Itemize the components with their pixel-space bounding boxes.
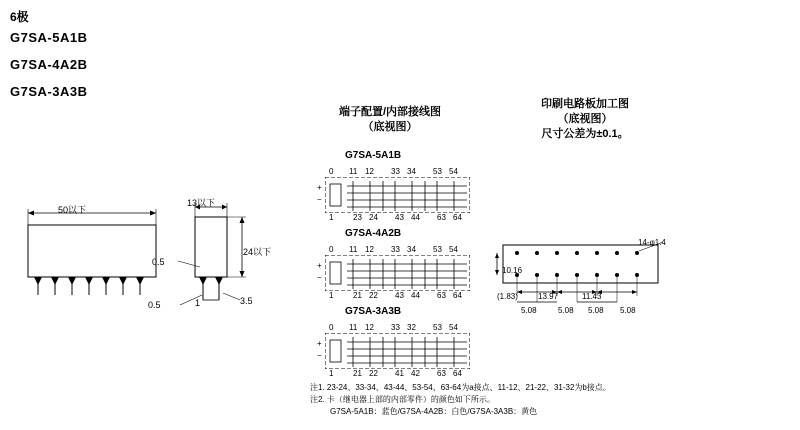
pcb-section-title: 印刷电路板加工图 — [541, 98, 629, 110]
pcb-section-subtitle: （底视图） — [557, 113, 613, 125]
note-line-1: 注1. 23-24、33-34、43-44、53-54、63-64为a接点、11-12、21-22、31-32为b接点。 — [310, 383, 611, 392]
note-line-2: 注2. 卡（继电器上部的内部零件）的颜色如下所示。 — [310, 395, 495, 404]
outline-dim-35: 3.5 — [240, 296, 253, 306]
wiring3-bottom-left-num: 1 — [329, 369, 334, 378]
wiring2-coil-plus: + — [317, 261, 322, 270]
outline-depth-dim: 13以下 — [187, 198, 216, 208]
terminal-section-subtitle: （底视图） — [362, 121, 418, 133]
wiring2-top-left-num: 0 — [329, 245, 334, 254]
pcb-pitch-4: 5.08 — [620, 306, 636, 315]
wiring2-top-num-1: 11 — [349, 245, 358, 254]
pole-count-title: 6极 — [10, 10, 29, 24]
wiring-model-1: G7SA-5A1B — [345, 150, 402, 161]
pcb-left-dim2: (1.83) — [497, 292, 518, 301]
pcb-left-dim: 10.16 — [502, 266, 523, 275]
wiring3-coil-minus: − — [317, 351, 322, 360]
wiring3-top-num-6: 54 — [449, 323, 458, 332]
wiring2-top-num-5: 53 — [433, 245, 442, 254]
wiring3-top-num-4: 32 — [407, 323, 416, 332]
wiring2-coil-minus: − — [317, 273, 322, 282]
wiring2-bottom-num-5: 63 — [437, 291, 446, 300]
wiring1-top-left-num: 0 — [329, 167, 334, 176]
wiring-diagram-3 — [315, 306, 475, 377]
pcb-dim-1397: 13.97 — [538, 292, 559, 301]
wiring1-coil-plus: + — [317, 183, 322, 192]
pcb-pitch-2: 5.08 — [558, 306, 574, 315]
wiring3-bottom-num-6: 64 — [453, 369, 462, 378]
wiring3-top-num-5: 53 — [433, 323, 442, 332]
note-line-3: G7SA-5A1B：蓝色/G7SA-4A2B：白色/G7SA-3A3B：黄色 — [330, 407, 538, 416]
wiring2-top-num-2: 12 — [365, 245, 374, 254]
wiring3-top-num-2: 12 — [365, 323, 374, 332]
wiring-model-3: G7SA-3A3B — [345, 306, 402, 317]
pcb-tolerance-note: 尺寸公差为±0.1。 — [541, 128, 629, 140]
wiring3-bottom-num-3: 41 — [395, 369, 404, 378]
pcb-hole-spec: 14-φ1.4 — [638, 238, 666, 247]
model-title-3: G7SA-3A3B — [10, 84, 88, 99]
wiring3-top-num-3: 33 — [391, 323, 400, 332]
wiring1-bottom-num-5: 63 — [437, 213, 446, 222]
wiring3-bottom-num-5: 63 — [437, 369, 446, 378]
outline-width-dim: 50以下 — [58, 205, 87, 215]
wiring3-top-left-num: 0 — [329, 323, 334, 332]
wiring-diagram-1 — [315, 150, 475, 221]
pcb-dim-1143: 11.43 — [582, 292, 602, 301]
model-title-1: G7SA-5A1B — [10, 30, 88, 45]
outline-height-dim: 24以下 — [243, 247, 272, 257]
wiring1-top-num-5: 53 — [433, 167, 442, 176]
pcb-pitch-3: 5.08 — [588, 306, 604, 315]
wiring1-top-num-4: 34 — [407, 167, 416, 176]
wiring1-bottom-num-4: 44 — [411, 213, 420, 222]
wiring3-bottom-num-4: 42 — [411, 369, 420, 378]
wiring1-top-num-3: 33 — [391, 167, 400, 176]
outline-dim-05-bottom: 0.5 — [148, 300, 161, 310]
pcb-pitch-1: 5.08 — [521, 306, 537, 315]
wiring1-bottom-left-num: 1 — [329, 213, 334, 222]
wiring3-top-num-1: 11 — [349, 323, 358, 332]
wiring1-top-num-2: 12 — [365, 167, 374, 176]
wiring2-bottom-num-4: 44 — [411, 291, 420, 300]
wiring2-bottom-num-1: 21 — [353, 291, 362, 300]
wiring1-bottom-num-1: 23 — [353, 213, 362, 222]
wiring3-coil-plus: + — [317, 339, 322, 348]
wiring2-top-num-4: 34 — [407, 245, 416, 254]
model-title-2: G7SA-4A2B — [10, 57, 88, 72]
outline-dim-05-top: 0.5 — [152, 257, 165, 267]
wiring2-top-num-6: 54 — [449, 245, 458, 254]
wiring1-bottom-num-6: 64 — [453, 213, 462, 222]
wiring-diagram-2 — [315, 228, 475, 299]
wiring2-bottom-left-num: 1 — [329, 291, 334, 300]
wiring-model-2: G7SA-4A2B — [345, 228, 402, 239]
wiring1-top-num-6: 54 — [449, 167, 458, 176]
wiring1-bottom-num-2: 24 — [369, 213, 378, 222]
outline-dim-1: 1 — [195, 298, 201, 308]
wiring1-top-num-1: 11 — [349, 167, 358, 176]
terminal-section-title: 端子配置/内部接线图 — [338, 106, 442, 118]
wiring1-coil-minus: − — [317, 195, 322, 204]
wiring1-bottom-num-3: 43 — [395, 213, 404, 222]
wiring2-bottom-num-6: 64 — [453, 291, 462, 300]
wiring3-bottom-num-2: 22 — [369, 369, 378, 378]
wiring3-bottom-num-1: 21 — [353, 369, 362, 378]
wiring2-bottom-num-2: 22 — [369, 291, 378, 300]
wiring2-bottom-num-3: 43 — [395, 291, 404, 300]
wiring2-top-num-3: 33 — [391, 245, 400, 254]
